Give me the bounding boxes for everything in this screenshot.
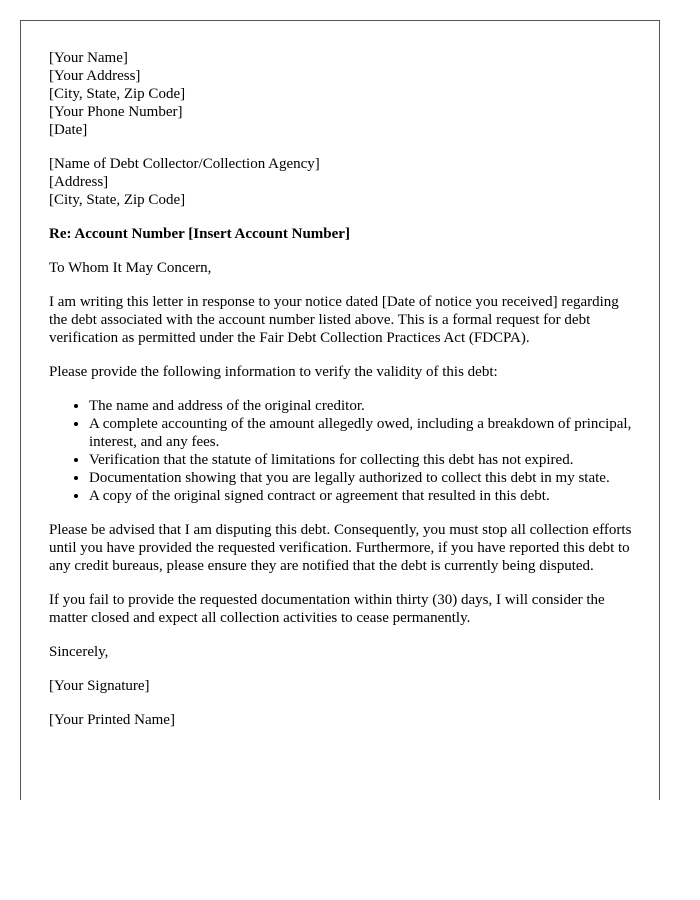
letter-body xyxy=(49,49,633,745)
list-item: • Verification that the statute of limitations for collecting this debt has not expired. xyxy=(89,451,633,469)
list-item: • A complete accounting of the amount allegedly owed, including a breakdown of principal, interest, and any fees. xyxy=(89,415,633,451)
intro-paragraph: I am writing this letter in response to your notice dated [Date of notice you received] regarding the debt associated with the account number listed above. This is a formal request for debt verification as permitted under the Fair Debt Collection Practices Act (FDCPA). xyxy=(49,294,619,346)
request-intro-paragraph: Please provide the following information to verify the validity of this debt: xyxy=(49,364,498,380)
recipient-block xyxy=(49,155,633,209)
sender-address: [Your Address] xyxy=(49,68,141,84)
requested-items-list xyxy=(49,397,633,505)
recipient-address: [Address] xyxy=(49,174,109,190)
list-item: • Documentation showing that you are legally authorized to collect this debt in my state. xyxy=(89,469,633,487)
sender-phone: [Your Phone Number] xyxy=(49,104,183,120)
deadline-paragraph: If you fail to provide the requested documentation within thirty (30) days, I will consider the matter closed and expect all collection activities to cease permanently. xyxy=(49,592,605,626)
salutation: To Whom It May Concern, xyxy=(49,260,212,276)
recipient-name: [Name of Debt Collector/Collection Agency] xyxy=(49,156,320,172)
letter-date: [Date] xyxy=(49,122,88,138)
letter-page xyxy=(20,20,660,800)
sender-city-state-zip: [City, State, Zip Code] xyxy=(49,86,186,102)
dispute-paragraph: Please be advised that I am disputing this debt. Consequently, you must stop all collection efforts until you have provided the requested verification. Furthermore, if you have reported this debt to any credit bureaus, please ensure they are notified that the debt is currently being disputed. xyxy=(49,522,632,574)
sender-name: [Your Name] xyxy=(49,50,128,66)
list-item: • The name and address of the original creditor. xyxy=(89,397,633,415)
subject-line: Re: Account Number [Insert Account Number] xyxy=(49,226,350,242)
signature-placeholder: [Your Signature] xyxy=(49,678,150,694)
sender-block xyxy=(49,49,633,139)
list-item: • A copy of the original signed contract or agreement that resulted in this debt. xyxy=(89,487,633,505)
closing: Sincerely, xyxy=(49,644,109,660)
recipient-city-state-zip: [City, State, Zip Code] xyxy=(49,192,186,208)
printed-name-placeholder: [Your Printed Name] xyxy=(49,712,175,728)
